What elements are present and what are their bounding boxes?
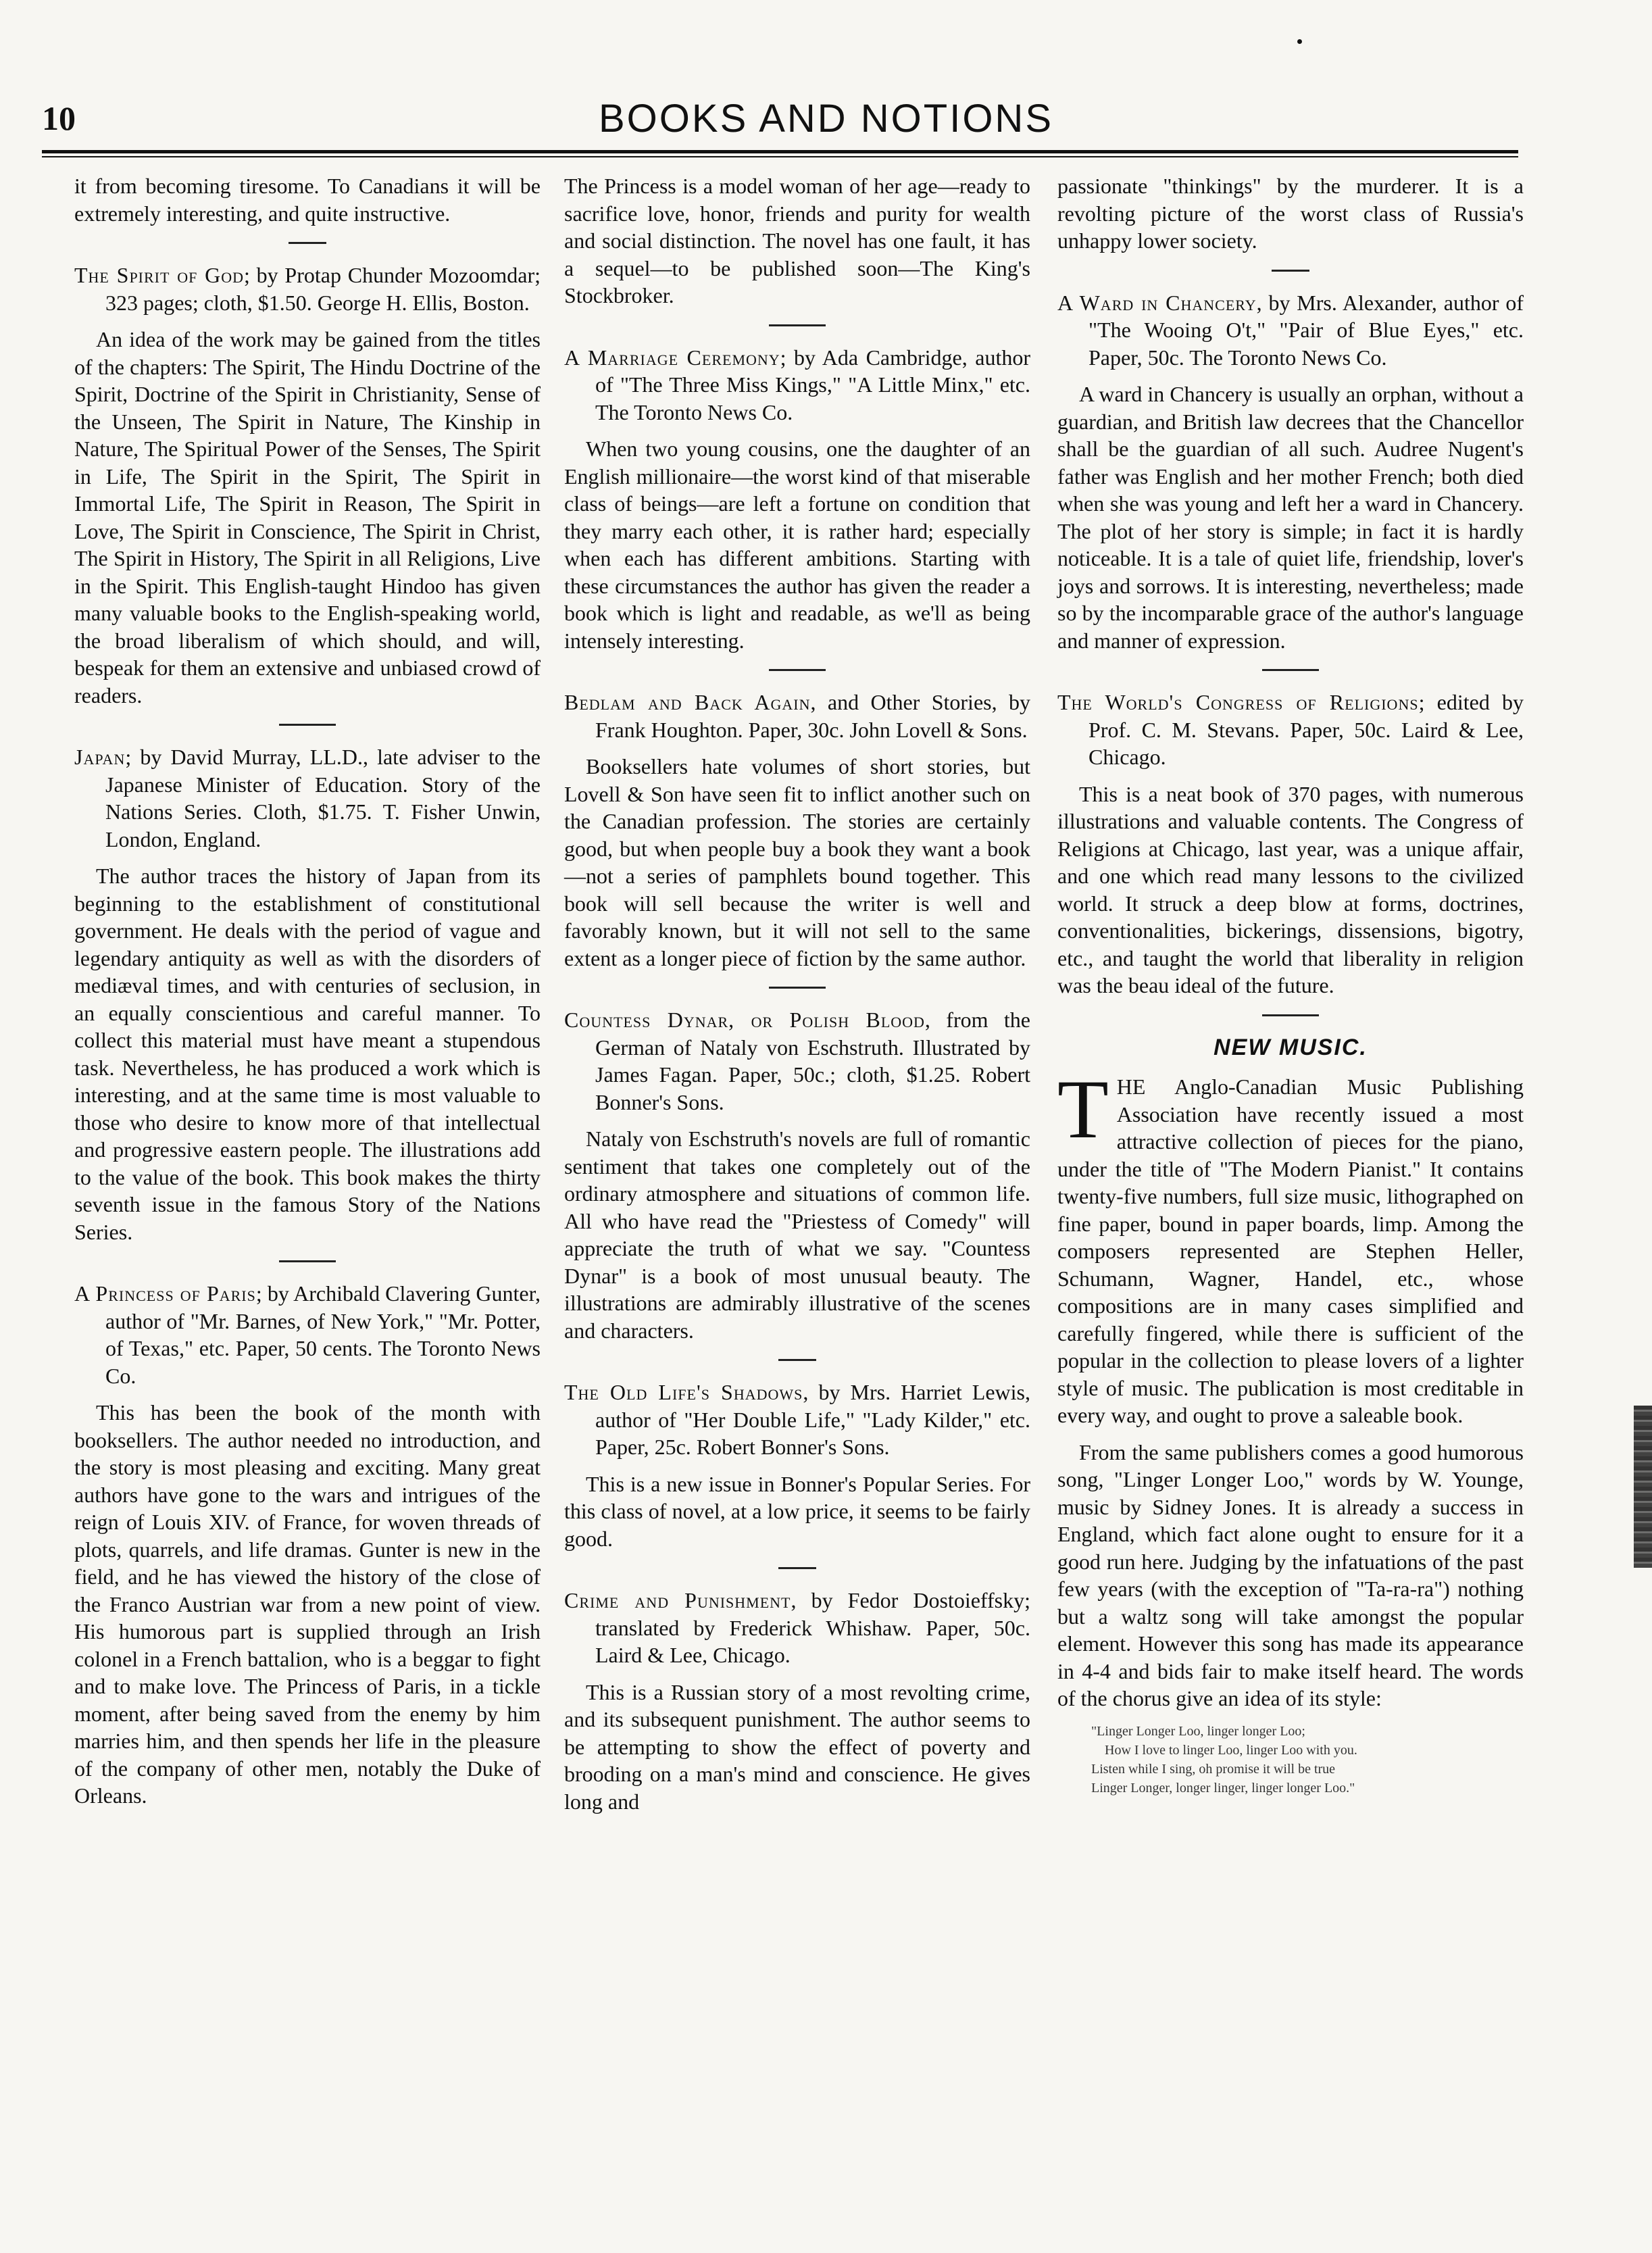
book-info: ; by Archibald Clavering Gunter, author of "Mr. Barnes, of New York," "Mr. Potter, of Texas," etc. Paper, 50 cents. The Toronto News Co. <box>105 1281 541 1388</box>
continued-text: it from becoming tiresome. To Canadians it will be extremely interesting, and quite instructive. <box>74 174 541 226</box>
review-heading <box>564 1006 1030 1116</box>
book-info: ; by David Murray, LL.D., late adviser to the Japanese Minister of Education. Story of the Nations Series. Cloth, $1.75. T. Fisher Unwin, London, England. <box>105 745 541 851</box>
column-1 <box>74 172 541 1819</box>
review-heading <box>1057 689 1524 771</box>
music-paragraph-2: From the same publishers comes a good humorous song, "Linger Longer Loo," words by W. Younge, music by Sidney Jones. It is already a success in England, which fact alone ought to ensure for it a good run here. Judging by the infatuations of the past few years (with the exception of "Ta-ra-ra") nothing but a waltz song will take amongst the popular element. However this song has made its appearance in 4-4 and bids fair to make itself heard. The words of the chorus give an idea of its style: <box>1057 1439 1524 1710</box>
review-text: This is a new issue in Bonner's Popular Series. For this class of novel, at a low price, it seems to be fairly good. <box>564 1471 1030 1551</box>
separator <box>769 324 826 326</box>
review-text: An idea of the work may be gained from the titles of the chapters: The Spirit, The Hindu Doctrine of the Spirit, Doctrine of the Spirit in Christianity, Sense of the Unseen, The Spirit in Nature, The Kinship in Nature, The Spiritual Power of the Senses, The Spirit in Life, The Spirit in the Spirit, The Spirit in Immortal Life, The Spirit in Reason, The Spirit in Love, The Spirit in Conscience, The Spirit in Christ, The Spirit in History, The Spirit in all Religions, Live in the Spirit. This English-taught Hindoo has given many valuable books to the English-speaking world, the broad liberalism of which should, and will, bespeak for them an extensive and unbiased crowd of readers. <box>74 327 541 708</box>
book-info: , by Mrs. Alexander, author of "The Wooing O't," "Pair of Blue Eyes," etc. Paper, 50c. The Toronto News Co. <box>1088 290 1524 370</box>
separator <box>1262 669 1319 671</box>
book-info: ; edited by Prof. C. M. Stevans. Paper, 50c. Laird & Lee, Chicago. <box>1088 690 1524 769</box>
continued-text: passionate "thinkings" by the murderer. It is a revolting picture of the worst class of Russia's unhappy lower society. <box>1057 174 1524 253</box>
separator <box>769 669 826 671</box>
separator <box>279 1260 336 1262</box>
review-heading <box>74 262 541 316</box>
separator <box>778 1359 816 1361</box>
review-text: A ward in Chancery is usually an orphan, without a guardian, and British law decrees that the Chancellor shall be the guardian of all such. Audree Nugent's father was English and her mother French; both died when she was young and left her a ward in Chancery. The plot of her story is simple; in fact it is hardly noticeable. It is a tale of quiet life, friendship, lover's joys and sorrows. It is interesting, nevertheless; made so by the incomparable grace of the author's language and manner of expression. <box>1057 382 1524 653</box>
review-text: Nataly von Eschstruth's novels are full of romantic sentiment that takes one completely out of the ordinary atmosphere and situations of common life. All who have read the "Priestess of Comedy" will appreciate the truth of what we say. "Countess Dynar" is a book of most unusual beauty. The illustrations are admirably illustrative of the scenes and characters. <box>564 1126 1030 1343</box>
header-rule-thin <box>42 156 1518 157</box>
book-info: , from the German of Nataly von Eschstruth. Illustrated by James Fagan. Paper, 50c.; cloth, $1.25. Robert Bonner's Sons. <box>595 1008 1030 1114</box>
verse-line: How I love to linger Loo, linger Loo with you. <box>1105 1742 1357 1758</box>
review-heading <box>564 1587 1030 1669</box>
book-title: A Marriage Ceremony <box>564 345 780 370</box>
page-header <box>0 74 1652 155</box>
separator <box>279 724 336 726</box>
page-edge-damage <box>1634 1406 1652 1568</box>
book-title: Bedlam and Back Again <box>564 690 811 714</box>
separator <box>778 1567 816 1569</box>
book-title: Crime and Punishment <box>564 1588 791 1612</box>
book-title: Countess Dynar, or Polish Blood <box>564 1008 925 1032</box>
continued-text: The Princess is a model woman of her age—ready to sacrifice love, honor, friends and purity for wealth and social distinction. The novel has one fault, it has a sequel—to be published soon—The King's Stockbroker. <box>564 174 1030 307</box>
drop-cap: T <box>1057 1063 1109 1156</box>
verse-line: Linger Longer, longer linger, linger longer Loo." <box>1091 1780 1355 1796</box>
section-title-new-music: NEW MUSIC. <box>1213 1034 1368 1060</box>
column-2 <box>564 172 1030 1825</box>
verse-line: Listen while I sing, oh promise it will be true <box>1091 1761 1336 1777</box>
review-heading <box>564 344 1030 426</box>
music-text: HE Anglo-Canadian Music Publishing Association have recently issued a most attractive collection of pieces for the piano, under the title of "The Modern Pianist." It contains twenty-five numbers, full size music, lithographed on fine paper, bound in paper boards, limp. Among the composers represented are Stephen Heller, Schumann, Wagner, Handel, etc., whose compositions are in many cases simplified and carefully fingered, while there is sufficient of the popular in the collection to please lovers of a lighter style of music. The publication is most creditable in every way, and ought to prove a saleable book. <box>1057 1074 1524 1427</box>
book-title: Japan <box>74 745 126 769</box>
page-number: 10 <box>42 99 76 137</box>
separator <box>1262 1014 1319 1016</box>
review-text: Booksellers hate volumes of short stories, but Lovell & Son have seen fit to inflict another such on the Canadian profession. The stories are certainly good, but when people buy a book they want a book—not a series of pamphlets bound together. This book will sell because the writer is well and favorably known, but it will not sell to the same extent as a longer piece of fiction by the same author. <box>564 754 1030 970</box>
review-text: This has been the book of the month with booksellers. The author needed no introduction, and the story is most pleasing and exciting. Many great authors have gone to the wars and intrigues of the reign of Louis XIV. of France, for woven threads of plots, quarrels, and life dramas. Gunter is new in the field, and he has viewed the history of the close of the Franco Austrian war from a new point of view. His humorous part is supplied through an Irish colonel in a French battalion, who is a beggar to fight and to make love. The Princess of Paris, in a tickle moment, after being saved from the enemy by him marries him, and then spends her life in the pleasure of the company of other men, notably the Duke of Orleans. <box>74 1400 541 1808</box>
chorus-verse <box>1057 1722 1524 1798</box>
review-heading <box>564 1379 1030 1461</box>
review-text: When two young cousins, one the daughter of an English millionaire—the worst kind of that miserable class of beings—are left a fortune on condition that they marry each other, it is rather hard; especially when each has different ambitions. Starting with these circumstances the author has given the reader a book which is light and readable, as we'll as being intensely interesting. <box>564 437 1030 653</box>
separator <box>289 242 326 244</box>
running-title: BOOKS AND NOTIONS <box>599 97 1053 141</box>
book-info: ; by Protap Chunder Mozoomdar; 323 pages; cloth, $1.50. George H. Ellis, Boston. <box>105 263 541 315</box>
review-heading <box>564 689 1030 743</box>
book-title: The Spirit of God <box>74 263 244 287</box>
book-info: ; by Ada Cambridge, author of "The Three Miss Kings," "A Little Minx," etc. The Toronto News Co. <box>595 345 1030 424</box>
review-text: This is a neat book of 370 pages, with numerous illustrations and valuable contents. The Congress of Religions at Chicago, last year, was a unique affair, and one which read many lessons to the civilized world. It struck a deep blow at forms, doctrines, conventionalities, bickerings, dissensions, bigotry, etc., and taught the world that liberality in religion was the beau ideal of the future. <box>1057 781 1524 997</box>
book-info: , by Mrs. Harriet Lewis, author of "Her Double Life," "Lady Kilder," etc. Paper, 25c. Robert Bonner's Sons. <box>595 1380 1030 1459</box>
separator <box>769 987 826 989</box>
review-heading <box>1057 289 1524 372</box>
print-speck <box>1297 39 1302 44</box>
review-heading <box>74 743 541 853</box>
review-heading <box>74 1280 541 1389</box>
book-info: , by Fedor Dostoieffsky; translated by Frederick Whishaw. Paper, 50c. Laird & Lee, Chicago. <box>595 1588 1030 1667</box>
separator <box>1272 270 1309 272</box>
review-text: This is a Russian story of a most revolting crime, and its subsequent punishment. The author seems to be attempting to show the effect of poverty and brooding on a man's mind and conscience. He gives long and <box>564 1679 1030 1814</box>
book-title: A Princess of Paris <box>74 1281 256 1306</box>
music-paragraph <box>1057 1063 1524 1429</box>
book-title: A Ward in Chancery <box>1057 290 1257 315</box>
book-info: , and Other Stories, by Frank Houghton. Paper, 30c. John Lovell & Sons. <box>595 690 1030 742</box>
header-rule <box>42 150 1518 153</box>
book-title: The World's Congress of Religions <box>1057 690 1419 714</box>
review-text: The author traces the history of Japan from its beginning to the establishment of constitutional government. He deals with the period of vague and legendary antiquity as well as with the disorders of mediæval times, and with centuries of seclusion, in an equally conscientious and careful manner. To collect this material must have meant a stupendous task. Nevertheless, he has produced a work which is interesting, and at the same time is most valuable to those who desire to know more of that intellectual and progressive eastern people. The illustrations add to the value of the book. This book makes the thirty seventh issue in the famous Story of the Nations Series. <box>74 864 541 1244</box>
book-title: The Old Life's Shadows <box>564 1380 803 1404</box>
column-3 <box>1057 172 1524 1798</box>
verse-line: "Linger Longer Loo, linger longer Loo; <box>1091 1723 1305 1739</box>
